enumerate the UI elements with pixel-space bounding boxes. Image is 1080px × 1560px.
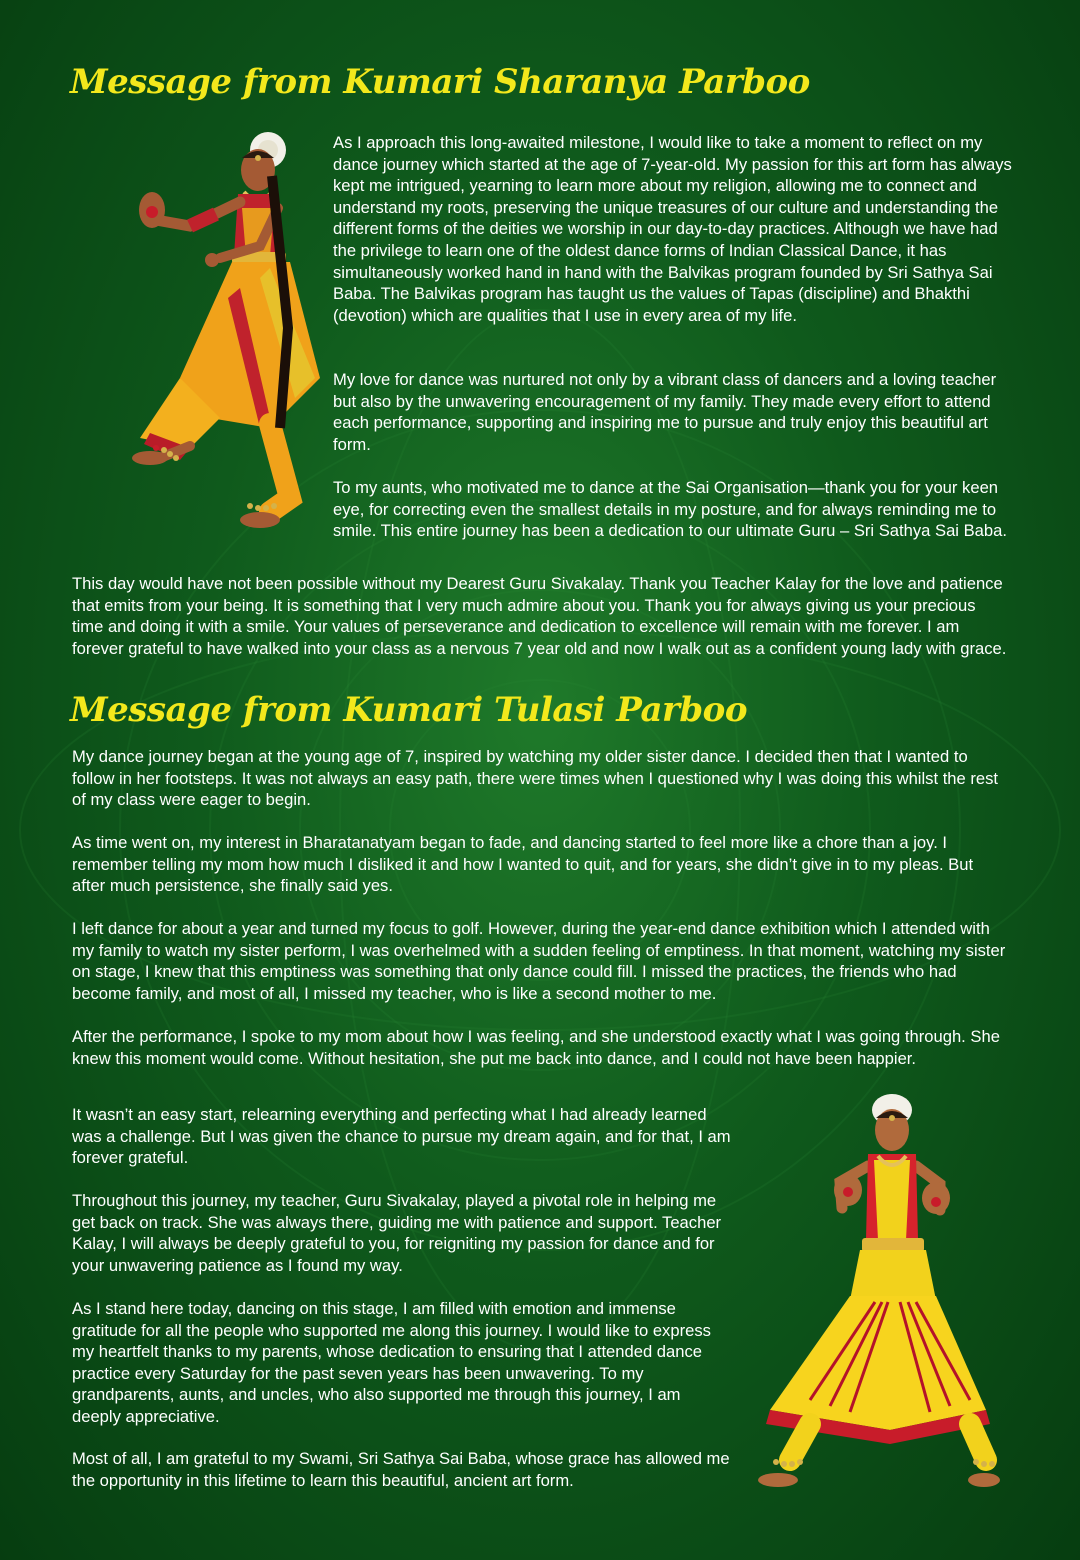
section1-paragraph-1: As I approach this long-awaited milestone, I would like to take a moment to reflect on my dance journey which started at the age of 7-year-old. My passion for this art form has always kept me intrigued, yearning to learn more about my religion, allowing me to connect and understand my roots, preserving the unique treasures of our culture and understanding the different forms of the deities we worship in our day-to-day practices. Although we have had the privilege to learn one of the oldest dance forms of Indian Classical Dance, it has simultaneously worked hand in hand with the Balvikas program founded by Sri Sathya Sai Baba. The Balvikas program has taught us the values of Tapas (discipline) and Bhakthi (devotion) which are qualities that I use in every area of my life. [333,133,1012,325]
section2-paragraph-5: It wasn’t an easy start, relearning everything and perfecting what I had already learned was a challenge. But I was given the chance to pursue my dream again, and for that, I am forever grateful. [72,1105,731,1168]
section1-title: Message from Kumari Sharanya Parboo [70,62,810,102]
section2-paragraph-6: Throughout this journey, my teacher, Guru Sivakalay, played a pivotal role in helping me get back on track. She was always there, guiding me with patience and support. Teacher Kalay, I will always be deeply grateful to you, for reigniting my passion for dance and for your unwavering patience as I found my way. [72,1191,722,1275]
dancer-figure-2-icon [750,1090,1000,1492]
section2-paragraph-7: As I stand here today, dancing on this stage, I am filled with emotion and immense gratitude for all the people who supported me along this journey. I would like to express my heartfelt thanks to my parents, whose dedication to ensuring that I attended dance practice every Saturday for the past seven years has been unwavering. To my grandparents, aunts, and uncles, who also supported me through this journey, I am deeply appreciative. [72,1299,711,1426]
section2-paragraph-8: Most of all, I am grateful to my Swami, Sri Sathya Sai Baba, whose grace has allowed me the opportunity in this lifetime to learn this beautiful, ancient art form. [72,1449,730,1490]
section2-paragraph-1: My dance journey began at the young age of 7, inspired by watching my older sister dance. I decided then that I wanted to follow in her footsteps. It was not always an easy path, there were times when I questioned why I was doing this whilst the rest of my class were eager to begin. [72,747,999,810]
section1-paragraph-4: This day would have not been possible without my Dearest Guru Sivakalay. Thank you Teacher Kalay for the love and patience that emits from your being. It is something that I very much admire about you. Thank you for always giving us your precious time and doing it with a smile. Your values of perseverance and dedication to excellence will remain with me forever. I am forever grateful to have walked into your class as a nervous 7 year old and now I walk out as a confident young lady with grace. [72,574,1007,658]
section1-paragraph-2: My love for dance was nurtured not only by a vibrant class of dancers and a loving teacher but also by the unwavering encouragement of my family. They made every effort to attend each performance, supporting and inspiring me to pursue and truly enjoy this beautiful art form. [333,370,997,454]
section2-paragraph-3: I left dance for about a year and turned my focus to golf. However, during the year-end dance exhibition which I attended with my family to watch my sister perform, I was overhelmed with a sudden feeling of emptiness. In that moment, watching my sister on stage, I knew that this emptiness was something that only dance could fill. I missed the practices, the friends who had become family, and most of all, I missed my teacher, who is like a second mother to me. [72,919,1006,1003]
dancer-figure-1-icon [120,128,330,540]
section2-title: Message from Kumari Tulasi Parboo [70,690,748,730]
section1-paragraph-3: To my aunts, who motivated me to dance at the Sai Organisation—thank you for your keen eye, for correcting even the smallest details in my posture, and for always reminding me to smile. This entire journey has been a dedication to our ultimate Guru – Sri Sathya Sai Baba. [333,478,1007,541]
section2-paragraph-2: As time went on, my interest in Bharatanatyam began to fade, and dancing started to feel more like a chore than a joy. I remember telling my mom how much I disliked it and how I wanted to quit, and for years, she didn’t give in to my pleas. But after much persistence, she finally said yes. [72,833,974,896]
section2-paragraph-4: After the performance, I spoke to my mom about how I was feeling, and she understood exactly what I was going through. She knew this moment would come. Without hesitation, she put me back into dance, and I could not have been happier. [72,1027,1000,1068]
